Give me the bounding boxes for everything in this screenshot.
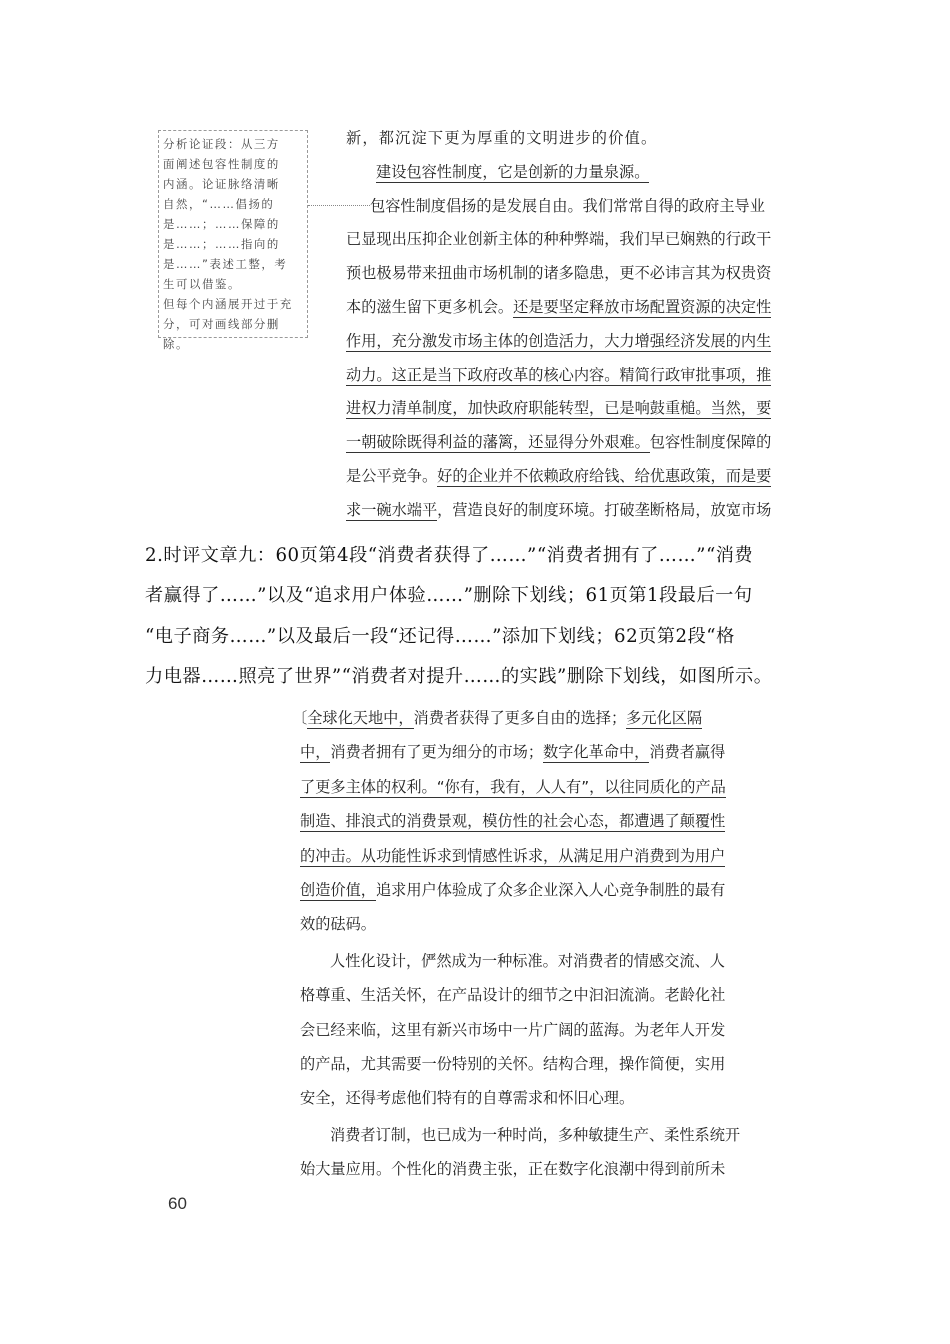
- excerpt-line: [300, 804, 775, 838]
- annotation-line: 自然，“……倡扬的: [163, 197, 275, 211]
- instruction-line: 2.时评文章九：60页第4段“消费者获得了……”“消费者拥有了……”“消费: [145, 545, 754, 566]
- plain-text: 效的砝码。: [300, 915, 376, 934]
- excerpt-line: 的产品，尤其需要一份特别的关怀。结构合理，操作简便，实用: [300, 1054, 726, 1073]
- excerpt-line: [346, 359, 791, 393]
- underlined-text: 全球化天地中，: [307, 709, 414, 727]
- plain-text: 追求用户体验成了众多企业深入人心竞争制胜的最有: [375, 880, 726, 899]
- underlined-text: 了更多主体的权利。: [300, 777, 437, 796]
- annotation-line: 是……；……保障的: [163, 217, 280, 231]
- excerpt-lower: [292, 701, 775, 1186]
- plain-text: 本的滋生留下更多机会。: [346, 297, 514, 316]
- instruction-line: 者赢得了……”以及“追求用户体验……”删除下划线；61页第1段最后一句: [145, 585, 753, 607]
- page-number: 60: [168, 1194, 187, 1213]
- underlined-text: 动力。这正是当下政府改革的核心内容。精简行政审批事项，推: [346, 365, 772, 384]
- underlined-text: 制造、排浪式的消费景观，模仿性的社会心态，都遭遇了颠覆性: [300, 812, 726, 831]
- plain-text: 包容性制度倡扬的是发展自由。我们常常自得的政府主导业: [370, 196, 765, 215]
- excerpt-line: 新，都沉淀下更为厚重的文明进步的价值。: [346, 129, 658, 147]
- underlined-text: 进权力清单制度，加快政府职能转型，已是响鼓重槌。当然，要: [346, 399, 772, 418]
- instruction-line: “电子商务……”以及最后一段“还记得……”添加下划线；62页第2段“格: [145, 625, 735, 647]
- underlined-text: 的冲击。从功能性诉求到情感性诉求，从满足用户消费到为用户: [300, 846, 726, 865]
- excerpt-line: 人性化设计，俨然成为一种标准。对消费者的情感交流、人: [330, 951, 725, 970]
- underlined-text: 多元化区隔: [626, 709, 703, 727]
- plain-text: 消费者赢得: [649, 743, 726, 762]
- underlined-text: 数字化革命中，: [543, 743, 650, 762]
- plain-text: 已显现出压抑企业创新主体的种种弊端，我们早已娴熟的行政干: [346, 230, 772, 249]
- instruction-paragraph: [145, 536, 810, 698]
- underlined-text: 一朝破除既得利益的藩篱，还显得分外艰难。: [346, 433, 650, 452]
- excerpt-line: 消费者订制，也已成为一种时尚，多种敏捷生产、柔性系统开: [330, 1125, 741, 1144]
- annotation-line: 但每个内涵展开过于充: [163, 297, 293, 311]
- excerpt-line: 格尊重、生活关怀，在产品设计的细节之中汩汩流淌。老龄化社: [300, 986, 726, 1005]
- excerpt-line: [346, 426, 791, 460]
- plain-text: ，营造良好的制度环境。打破垄断格局，放宽市场: [437, 500, 772, 519]
- plain-text: 包容性制度保障的: [649, 433, 772, 452]
- annotation-line: 生可以借鉴。: [163, 277, 241, 291]
- excerpt-line: [346, 392, 791, 426]
- excerpt-line: [346, 223, 791, 257]
- plain-text: 预也极易带来扭曲市场机制的诸多隐患，更不必讳言其为权贵资: [346, 264, 772, 283]
- excerpt-line: [346, 257, 791, 291]
- excerpt-line: 会已经来临，这里有新兴市场中一片广阔的蓝海。为老年人开发: [300, 1020, 726, 1039]
- excerpt-line: [346, 325, 791, 359]
- instruction-line: 力电器……照亮了世界”“消费者对提升……的实践”删除下划线，如图所示。: [145, 666, 773, 688]
- underlined-text: 创造价值，: [300, 880, 376, 899]
- excerpt-line: [300, 839, 775, 873]
- annotation-line: 是……”表述工整，考: [163, 257, 288, 271]
- excerpt-upper: [346, 122, 791, 528]
- excerpt-line: [346, 460, 791, 494]
- excerpt-heading: [346, 156, 791, 190]
- excerpt-line: [292, 701, 775, 735]
- annotation-line: 面阐述包容性制度的: [163, 157, 280, 171]
- excerpt-line: [300, 907, 775, 941]
- excerpt-line: [300, 770, 775, 804]
- excerpt-line: [346, 190, 791, 224]
- annotation-line: 分析论证段：从三方: [163, 137, 280, 151]
- excerpt-line: 始大量应用。个性化的消费主张，正在数字化浪潮中得到前所未: [300, 1160, 726, 1179]
- margin-annotation: [158, 130, 308, 351]
- underlined-heading: 建设包容性制度，它是创新的力量泉源。: [376, 162, 650, 181]
- plain-text: 消费者获得了更多自由的选择；: [413, 709, 627, 727]
- plain-text: 是公平竞争。: [346, 466, 438, 485]
- bracket-mark: 〔: [292, 709, 308, 727]
- annotation-line: 内涵。论证脉络清晰: [163, 177, 280, 191]
- underlined-text: “你有，我有，人人有”，以往同质化的产品: [436, 777, 726, 796]
- underlined-text: 中，: [300, 743, 331, 762]
- excerpt-line: [346, 291, 791, 325]
- excerpt-line: [300, 873, 775, 907]
- annotation-line: 是……；……指向的: [163, 237, 280, 251]
- annotation-line: 分，可对画线部分删除。: [163, 317, 280, 351]
- excerpt-line: [300, 735, 775, 769]
- excerpt-line: 安全，还得考虑他们特有的自尊需求和怀旧心理。: [300, 1089, 635, 1108]
- underlined-text: 求一碗水端平: [346, 500, 438, 519]
- underlined-text: 好的企业并不依赖政府给钱、给优惠政策，而是要: [437, 466, 772, 485]
- underlined-text: 作用，充分激发市场主体的创造活力，大力增强经济发展的内生: [346, 331, 772, 350]
- excerpt-line: [346, 494, 791, 528]
- plain-text: 消费者拥有了更为细分的市场；: [330, 743, 543, 762]
- underlined-text: 还是要坚定释放市场配置资源的决定性: [513, 297, 772, 316]
